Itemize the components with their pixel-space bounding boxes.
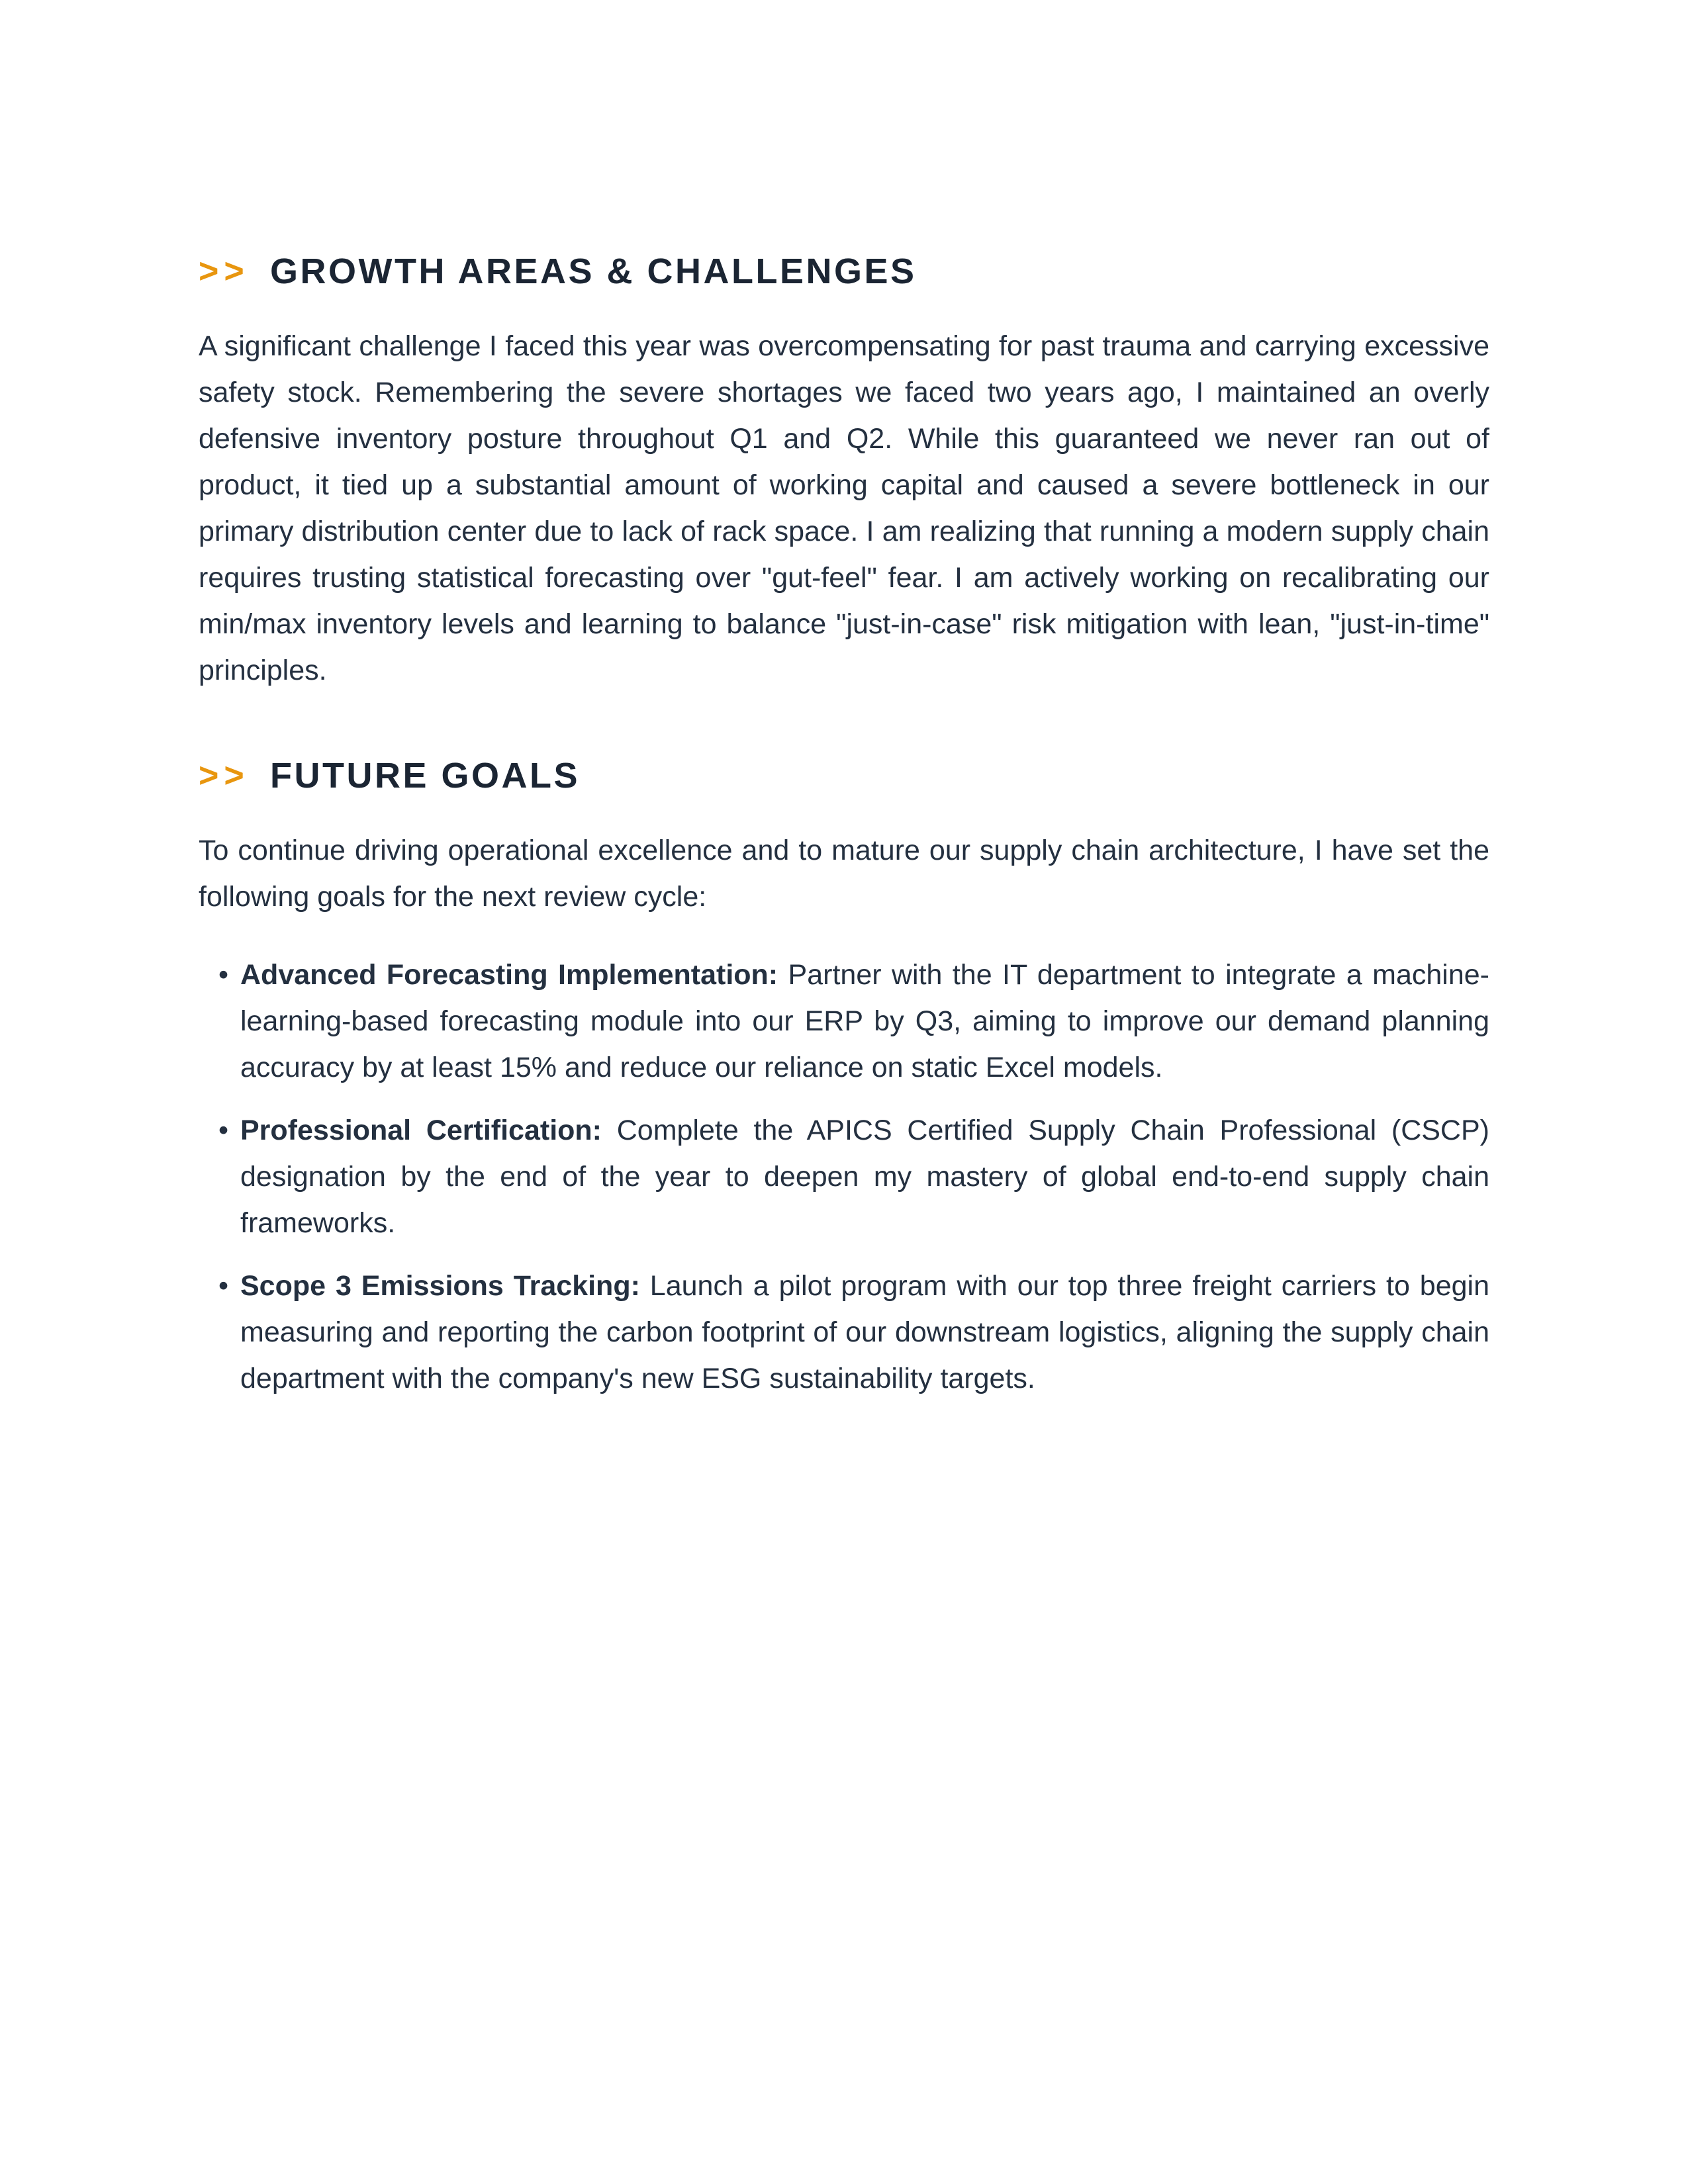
future-goals-heading: [199, 749, 1489, 802]
heading-marker-icon: >>: [199, 756, 250, 795]
goal-text: Launch a pilot program with our top three freight carriers to begin measuring and reporting the carbon footprint of our downstream logistics, aligning the supply chain department with the company's new ESG sustainability targets.: [240, 1270, 1489, 1394]
growth-areas-paragraph: A significant challenge I faced this year was overcompensating for past trauma and carrying excessive safety stock. Remembering the severe shortages we faced two years ago, I maintained an overly defensive inventory posture throughout Q1 and Q2. While this guaranteed we never ran out of product, it tied up a substantial amount of working capital and caused a severe bottleneck in our primary distribution center due to lack of rack space. I am realizing that running a modern supply chain requires trusting statistical forecasting over "gut-feel" fear. I am actively working on recalibrating our min/max inventory levels and learning to balance "just-in-case" risk mitigation with lean, "just-in-time" principles.: [199, 330, 1489, 686]
goal-title: Advanced Forecasting Implementation:: [240, 959, 778, 991]
growth-areas-heading: [199, 245, 1489, 298]
goal-item-forecasting: [199, 952, 1489, 1091]
heading-marker-icon: >>: [199, 252, 250, 291]
goal-title: Professional Certification:: [240, 1115, 602, 1146]
goal-item-emissions: [199, 1263, 1489, 1402]
bullet-icon: •: [218, 1270, 229, 1302]
goal-title: Scope 3 Emissions Tracking:: [240, 1270, 640, 1302]
document-page: [199, 245, 1489, 1418]
goal-item-certification: [199, 1107, 1489, 1246]
goals-list: [199, 952, 1489, 1402]
future-goals-intro: To continue driving operational excellence and to mature our supply chain architecture, I have set the following goals for the next review cycle:: [199, 835, 1489, 913]
goal-text: Partner with the IT department to integrate a machine-learning-based forecasting module into our ERP by Q3, aiming to improve our demand planning accuracy by at least 15% and reduce our reliance on static Excel models.: [240, 959, 1490, 1083]
future-goals-heading-text: FUTURE GOALS: [270, 756, 580, 796]
bullet-icon: •: [218, 1115, 229, 1146]
growth-areas-heading-text: GROWTH AREAS & CHALLENGES: [270, 251, 917, 291]
goal-text: Complete the APICS Certified Supply Chain Professional (CSCP) designation by the end of the year to deepen my mastery of global end-to-end supply chain frameworks.: [240, 1115, 1489, 1239]
bullet-icon: •: [218, 959, 229, 991]
